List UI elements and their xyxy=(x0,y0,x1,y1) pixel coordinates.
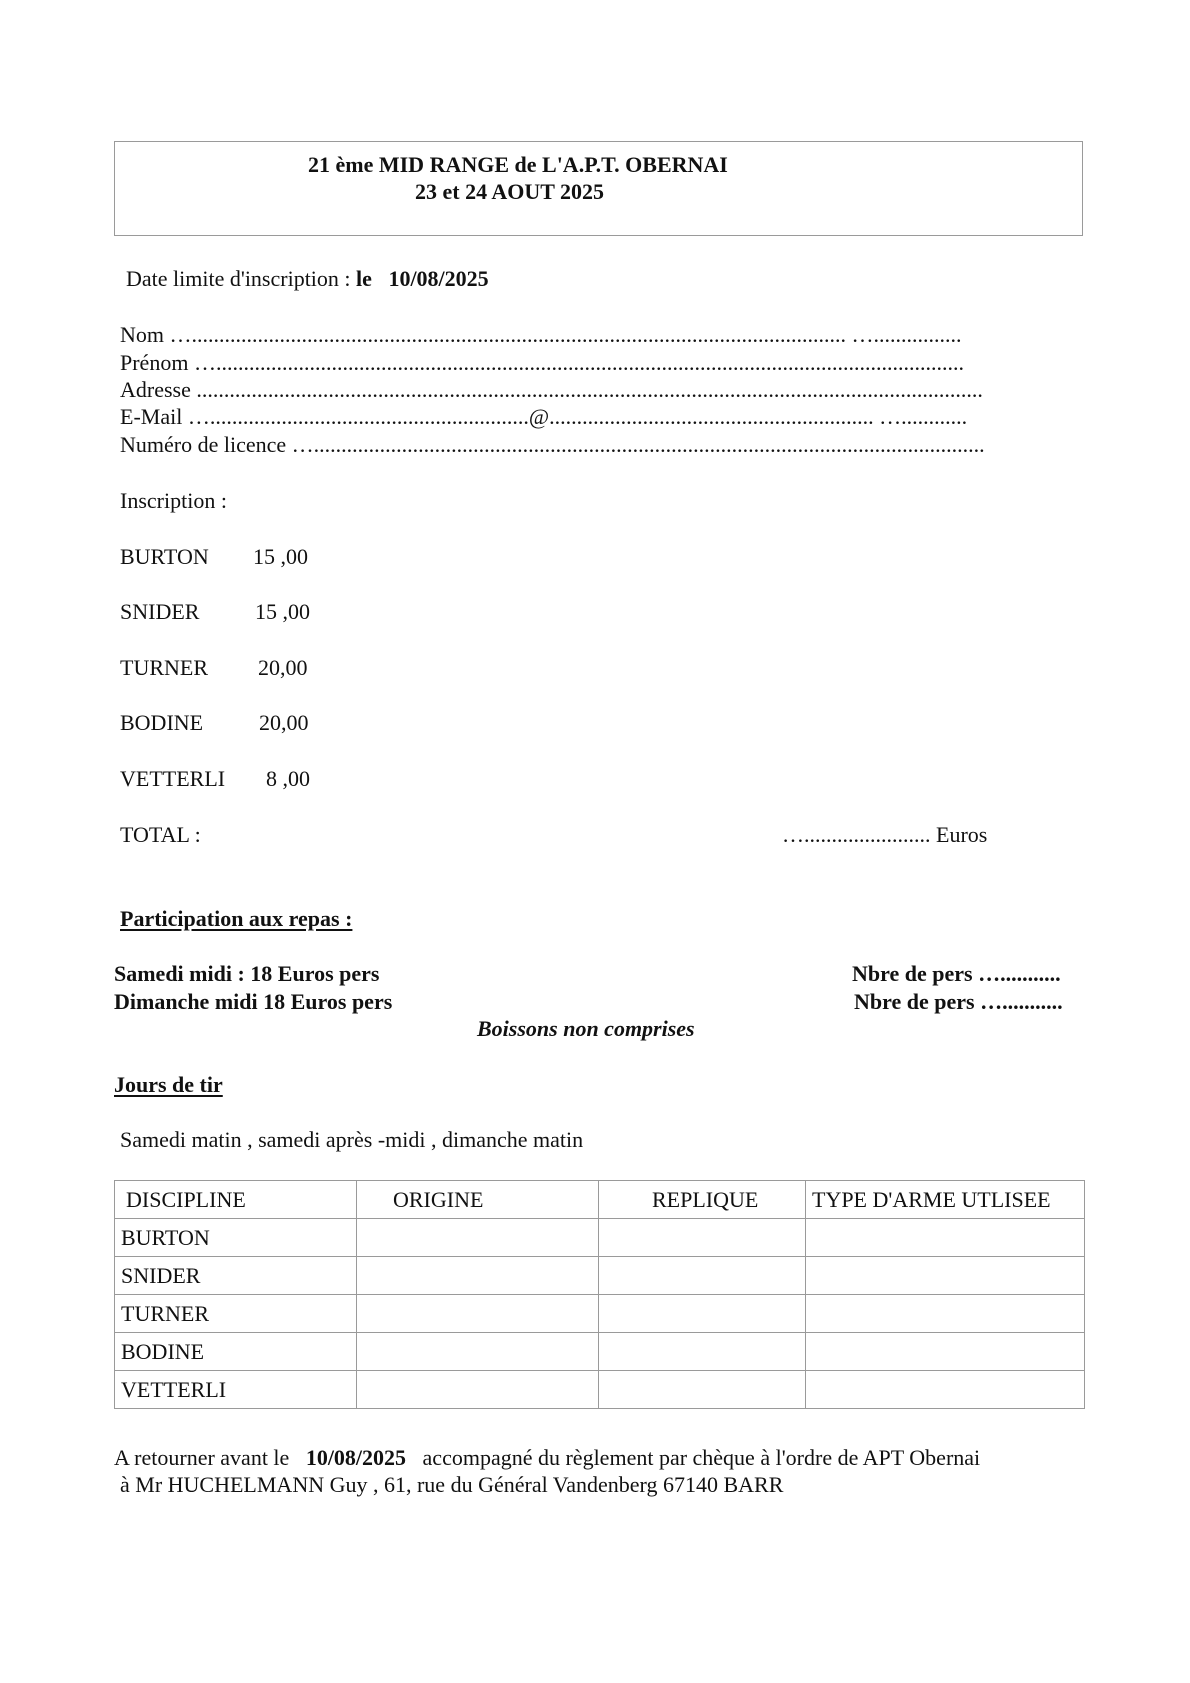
event-title: 21 ème MID RANGE de L'A.P.T. OBERNAI xyxy=(308,152,728,177)
row-discipline-bodine: BODINE xyxy=(115,1333,357,1371)
cell-origine[interactable] xyxy=(357,1257,599,1295)
field-nom[interactable] xyxy=(120,324,962,346)
field-nom-label: Nom xyxy=(120,322,164,347)
field-prenom[interactable] xyxy=(120,352,964,374)
price-name-vetterli: VETTERLI xyxy=(120,766,226,791)
price-name-burton: BURTON xyxy=(120,544,209,569)
cell-replique[interactable] xyxy=(599,1295,806,1333)
th-type-arme: TYPE D'ARME UTLISEE xyxy=(806,1181,1085,1219)
footer-line1 xyxy=(114,1447,980,1469)
cell-replique[interactable] xyxy=(599,1333,806,1371)
deadline-le: le xyxy=(356,266,372,291)
cell-origine[interactable] xyxy=(357,1333,599,1371)
row-discipline-vetterli: VETTERLI xyxy=(115,1371,357,1409)
deadline-date: 10/08/2025 xyxy=(388,266,489,291)
cell-origine[interactable] xyxy=(357,1295,599,1333)
event-dates: 23 et 24 AOUT 2025 xyxy=(415,179,605,204)
jours-text: Samedi matin , samedi après -midi , dimanche matin xyxy=(120,1127,584,1152)
repas-nbre-samedi[interactable]: Nbre de pers …........... xyxy=(852,961,1061,986)
price-value-burton: 15 ,00 xyxy=(253,544,308,569)
repas-samedi: Samedi midi : 18 Euros pers xyxy=(114,961,380,986)
price-name-bodine: BODINE xyxy=(120,710,204,735)
cell-replique[interactable] xyxy=(599,1371,806,1409)
field-email-label: E-Mail xyxy=(120,404,183,429)
cell-type-arme[interactable] xyxy=(806,1371,1085,1409)
price-name-snider: SNIDER xyxy=(120,599,200,624)
cell-replique[interactable] xyxy=(599,1257,806,1295)
field-email-dots: …..........................................................@........................................................... …............ xyxy=(182,404,968,429)
table-header-row xyxy=(115,1181,1085,1219)
row-discipline-snider: SNIDER xyxy=(115,1257,357,1295)
field-prenom-dots: …........................................................................................................................................ xyxy=(188,350,964,375)
repas-nbre-dimanche[interactable]: Nbre de pers …........... xyxy=(854,989,1063,1014)
th-origine: ORIGINE xyxy=(357,1181,599,1219)
table-row xyxy=(115,1295,1085,1333)
total-label: TOTAL : xyxy=(120,822,201,847)
table-row xyxy=(115,1257,1085,1295)
boissons-note: Boissons non comprises xyxy=(477,1016,695,1041)
footer-line2: à Mr HUCHELMANN Guy , 61, rue du Général Vandenberg 67140 BARR xyxy=(120,1472,784,1497)
price-value-turner: 20,00 xyxy=(258,655,308,680)
field-adresse-label: Adresse xyxy=(120,377,191,402)
field-email[interactable] xyxy=(120,406,967,428)
price-value-vetterli: 8 ,00 xyxy=(266,766,310,791)
row-discipline-burton: BURTON xyxy=(115,1219,357,1257)
cell-replique[interactable] xyxy=(599,1219,806,1257)
footer-date: 10/08/2025 xyxy=(305,1445,407,1470)
price-value-snider: 15 ,00 xyxy=(255,599,310,624)
th-discipline: DISCIPLINE xyxy=(115,1181,357,1219)
jours-heading: Jours de tir xyxy=(114,1072,223,1097)
cell-type-arme[interactable] xyxy=(806,1333,1085,1371)
table-row xyxy=(115,1333,1085,1371)
table-row xyxy=(115,1371,1085,1409)
field-nom-dots: …....................................................................................................................... …................ xyxy=(164,322,962,347)
th-replique: REPLIQUE xyxy=(599,1181,806,1219)
cell-origine[interactable] xyxy=(357,1371,599,1409)
footer-pre: A retourner avant le xyxy=(114,1445,295,1470)
deadline-label: Date limite d'inscription : xyxy=(126,266,357,291)
price-name-turner: TURNER xyxy=(120,655,208,680)
repas-dimanche: Dimanche midi 18 Euros pers xyxy=(114,989,393,1014)
discipline-table xyxy=(114,1180,1085,1409)
price-value-bodine: 20,00 xyxy=(259,710,309,735)
field-licence[interactable] xyxy=(120,434,985,456)
field-licence-dots: ….......................................................................................................................... xyxy=(286,432,985,457)
deadline-line xyxy=(126,268,489,290)
total-value[interactable]: …....................... Euros xyxy=(782,822,988,847)
field-adresse[interactable] xyxy=(120,379,983,401)
repas-heading: Participation aux repas : xyxy=(120,906,353,931)
field-prenom-label: Prénom xyxy=(120,350,189,375)
cell-origine[interactable] xyxy=(357,1219,599,1257)
footer-post: accompagné du règlement par chèque à l'ordre de APT Obernai xyxy=(422,1445,981,1470)
table-row xyxy=(115,1219,1085,1257)
row-discipline-turner: TURNER xyxy=(115,1295,357,1333)
cell-type-arme[interactable] xyxy=(806,1295,1085,1333)
title-box xyxy=(114,141,1083,236)
cell-type-arme[interactable] xyxy=(806,1257,1085,1295)
inscription-label: Inscription : xyxy=(120,488,227,513)
field-adresse-dots: ............................................................................................................................................... xyxy=(190,377,983,402)
cell-type-arme[interactable] xyxy=(806,1219,1085,1257)
field-licence-label: Numéro de licence xyxy=(120,432,287,457)
